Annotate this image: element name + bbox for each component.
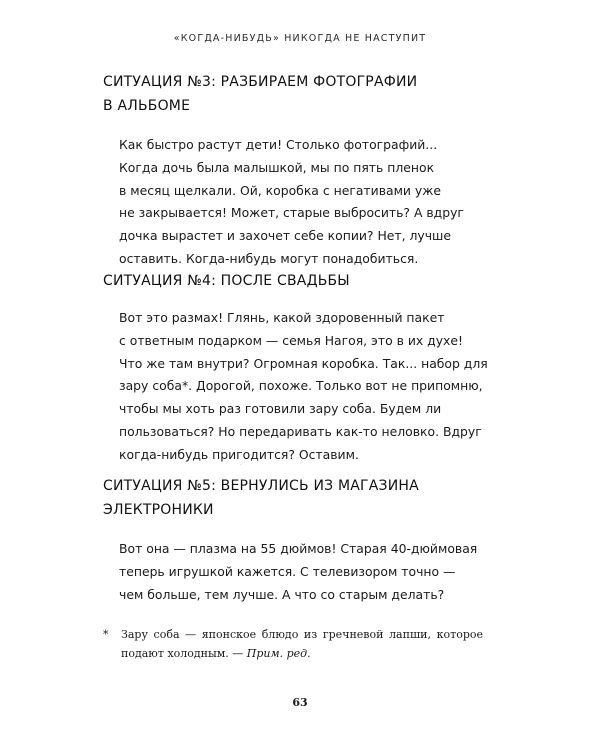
- footnote: [103, 625, 483, 663]
- section-situation-4: [103, 269, 503, 467]
- body-line: когда-нибудь пригодится? Оставим.: [119, 446, 359, 462]
- running-head: «КОГДА-НИБУДЬ» НИКОГДА НЕ НАСТУПИТ: [173, 33, 427, 44]
- heading-line: СИТУАЦИЯ №5: ВЕРНУЛИСЬ ИЗ МАГАЗИНА: [103, 478, 419, 494]
- body-line: в месяц щелкали. Ой, коробка с негативами уже: [119, 182, 442, 198]
- body-line: Вот она — плазма на 55 дюймов! Старая 40-дюймовая: [119, 541, 478, 556]
- section-body: [103, 134, 503, 271]
- page-number: 63: [292, 696, 308, 709]
- footnote-marker: *: [103, 628, 109, 641]
- body-line: пользоваться? Но передаривать как-то неловко. Вдруг: [119, 423, 482, 439]
- heading-line: СИТУАЦИЯ №4: ПОСЛЕ СВАДЬБЫ: [103, 273, 350, 289]
- heading-line: В АЛЬБОМЕ: [103, 98, 191, 114]
- footnote-text-block: [121, 625, 483, 663]
- section-heading: [103, 70, 503, 118]
- body-line: чтобы мы хоть раз готовили зару соба. Будем ли: [119, 401, 442, 417]
- section-heading: [103, 474, 503, 522]
- body-line: Как быстро растут дети! Столько фотографий...: [119, 137, 438, 152]
- section-situation-5: [103, 474, 503, 606]
- body-line: дочка вырастет и захочет себе копии? Нет, лучше: [119, 228, 452, 244]
- print-dot: ·: [240, 462, 242, 468]
- body-line: с ответным подарком — семья Нагоя, это в их духе!: [119, 332, 463, 348]
- body-line: Вот это размах! Глянь, какой здоровенный пакет: [119, 310, 445, 325]
- section-heading: [103, 269, 503, 293]
- footnote-editor-note: Прим. ред.: [246, 647, 311, 660]
- body-line: зару соба*. Дорогой, похоже. Только вот не припомню,: [119, 378, 483, 394]
- footnote-text: Зару соба — японское блюдо из гречневой лапши, которое подают холодным. —: [121, 628, 483, 660]
- body-line: оставить. Когда-нибудь могут понадобиться.: [119, 250, 419, 266]
- body-line: чем больше, тем лучше. А что со старым делать?: [119, 586, 445, 602]
- body-line: теперь игрушкой кажется. С телевизором точно —: [119, 563, 456, 579]
- body-line: не закрывается! Может, старые выбросить? А вдруг: [119, 205, 464, 221]
- body-line: Что же там внутри? Огромная коробка. Так... набор для: [119, 355, 488, 371]
- section-body: [103, 538, 503, 606]
- section-body: [103, 307, 503, 467]
- heading-line: СИТУАЦИЯ №3: РАЗБИРАЕМ ФОТОГРАФИИ: [103, 74, 418, 90]
- heading-line: ЭЛЕКТРОНИКИ: [103, 502, 214, 518]
- body-line: Когда дочь была малышкой, мы по пять пленок: [119, 159, 435, 175]
- section-situation-3: [103, 70, 503, 271]
